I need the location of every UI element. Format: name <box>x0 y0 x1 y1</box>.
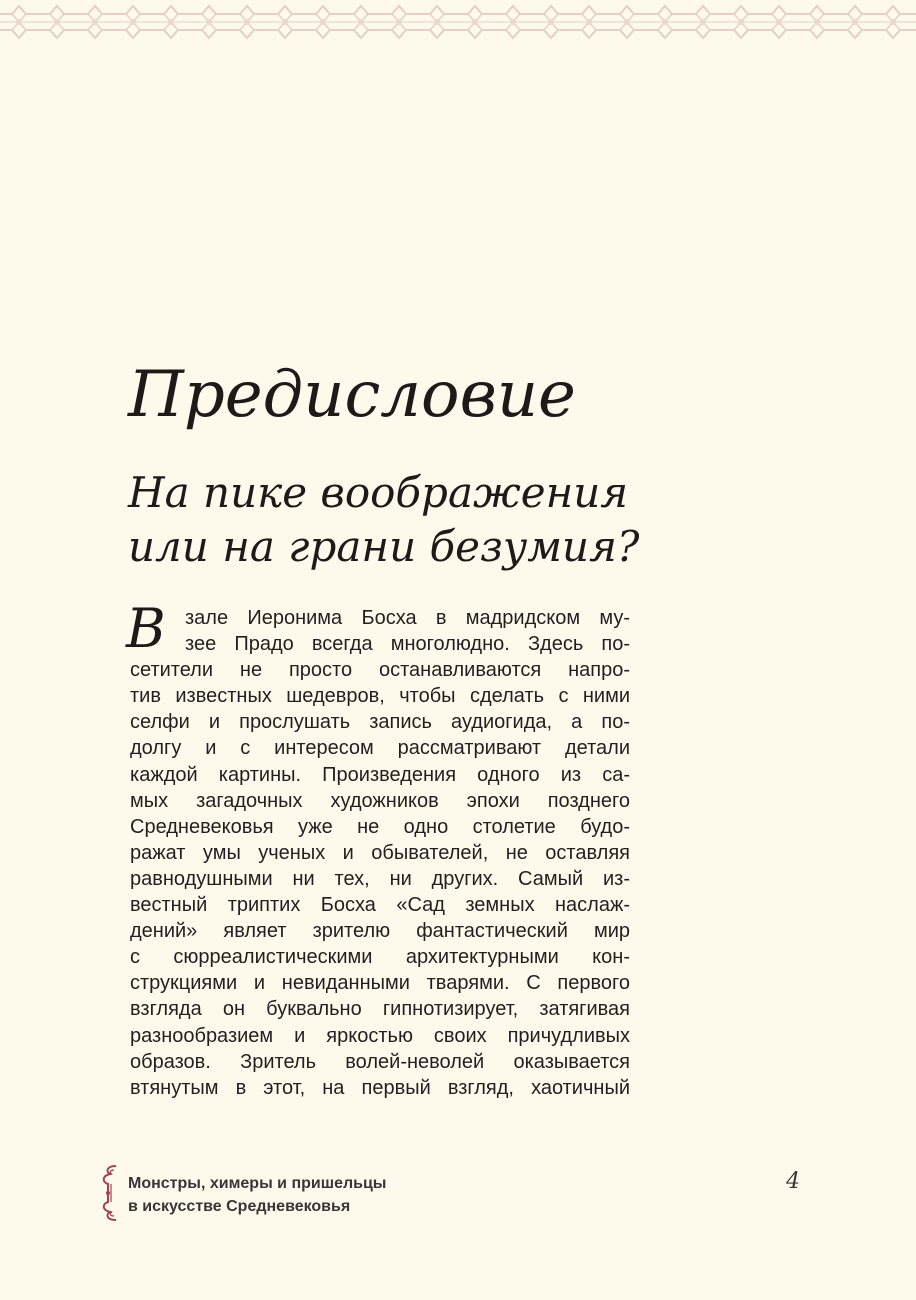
footer-title-line: в искусстве Средневековья <box>128 1198 351 1215</box>
body-line: равнодушными ни тех, ни других. Самый из- <box>130 867 630 890</box>
body-line: струкциями и невиданными тварями. С первого <box>130 972 630 995</box>
footer-book-title <box>128 1172 386 1218</box>
body-line: мых загадочных художников эпохи позднего <box>130 789 630 812</box>
body-line: тив известных шедевров, чтобы сделать с ними <box>130 685 630 708</box>
header-ornament-border <box>0 0 916 44</box>
body-line: втянутым в этот, на первый взгляд, хаотичный <box>130 1076 630 1099</box>
drop-cap: В <box>126 597 166 660</box>
body-line: вестный триптих Босха «Сад земных наслаж- <box>130 894 630 917</box>
subtitle-line: или на грани безумия? <box>128 522 640 571</box>
body-text <box>126 597 630 1101</box>
body-line: ражат умы ученых и обывателей, не оставляя <box>130 841 630 864</box>
body-line: селфи и прослушать запись аудиогида, а по- <box>130 711 630 734</box>
chapter-title: Предисловие <box>128 358 576 432</box>
footer-title-line: Монстры, химеры и пришельцы <box>128 1175 387 1192</box>
body-line: взгляда он буквально гипнотизирует, затягивая <box>130 998 630 1021</box>
body-line: зале Иеронима Босха в мадридском му- <box>185 607 630 629</box>
body-line: с сюрреалистическими архитектурными кон- <box>130 946 630 969</box>
chapter-subtitle <box>128 466 648 574</box>
bracket-ornament-icon <box>94 1162 124 1224</box>
page-number: 4 <box>786 1169 800 1194</box>
body-line: сетители не просто останавливаются напро- <box>130 659 630 682</box>
body-line: образов. Зритель волей-неволей оказывается <box>130 1050 630 1073</box>
body-line: каждой картины. Произведения одного из са- <box>130 763 630 786</box>
body-line: Средневековья уже не одно столетие будо- <box>130 815 630 838</box>
subtitle-line: На пике воображения <box>128 468 629 517</box>
body-line: зее Прадо всегда многолюдно. Здесь по- <box>185 633 630 656</box>
body-line: разнообразием и яркостью своих причудливых <box>130 1024 630 1047</box>
body-line: долгу и с интересом рассматривают детали <box>130 737 630 760</box>
body-line: дений» являет зрителю фантастический мир <box>130 920 630 943</box>
